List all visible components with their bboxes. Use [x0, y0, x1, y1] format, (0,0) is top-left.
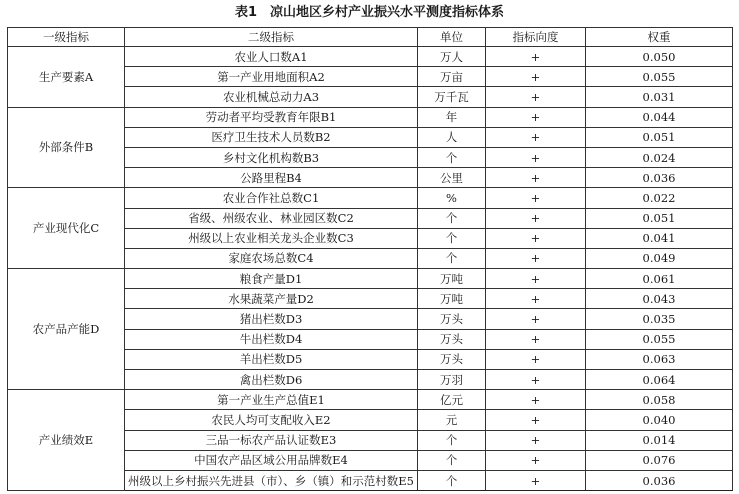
- direction-cell: +: [486, 309, 586, 329]
- header-direction: 指标向度: [486, 28, 586, 47]
- unit-cell: 个: [418, 147, 486, 167]
- unit-cell: 万吨: [418, 289, 486, 309]
- direction-cell: +: [486, 269, 586, 289]
- level2-indicator-cell: 农民人均可支配收入E2: [125, 410, 418, 430]
- unit-cell: 万头: [418, 309, 486, 329]
- weight-cell: 0.036: [586, 470, 733, 490]
- unit-cell: 年: [418, 107, 486, 127]
- weight-cell: 0.031: [586, 87, 733, 107]
- direction-cell: +: [486, 168, 586, 188]
- weight-cell: 0.036: [586, 168, 733, 188]
- unit-cell: 万头: [418, 349, 486, 369]
- direction-cell: +: [486, 127, 586, 147]
- level2-indicator-cell: 农业人口数A1: [125, 47, 418, 67]
- level2-indicator-cell: 劳动者平均受教育年限B1: [125, 107, 418, 127]
- weight-cell: 0.035: [586, 309, 733, 329]
- header-row: [8, 28, 733, 47]
- unit-cell: 万亩: [418, 67, 486, 87]
- weight-cell: 0.044: [586, 107, 733, 127]
- direction-cell: +: [486, 370, 586, 390]
- weight-cell: 0.058: [586, 390, 733, 410]
- header-level1: 一级指标: [8, 28, 125, 47]
- unit-cell: 个: [418, 450, 486, 470]
- direction-cell: +: [486, 329, 586, 349]
- unit-cell: 个: [418, 430, 486, 450]
- weight-cell: 0.041: [586, 228, 733, 248]
- unit-cell: %: [418, 188, 486, 208]
- table-row: [8, 269, 733, 289]
- indicator-table: [7, 27, 733, 491]
- level2-indicator-cell: 羊出栏数D5: [125, 349, 418, 369]
- direction-cell: +: [486, 289, 586, 309]
- unit-cell: 个: [418, 208, 486, 228]
- weight-cell: 0.040: [586, 410, 733, 430]
- table-title: 表1 凉山地区乡村产业振兴水平测度指标体系: [234, 5, 505, 20]
- level2-indicator-cell: 乡村文化机构数B3: [125, 147, 418, 167]
- direction-cell: +: [486, 228, 586, 248]
- direction-cell: +: [486, 107, 586, 127]
- level2-indicator-cell: 公路里程B4: [125, 168, 418, 188]
- table-header: [8, 28, 733, 47]
- table-row: [8, 47, 733, 67]
- weight-cell: 0.022: [586, 188, 733, 208]
- level2-indicator-cell: 农业合作社总数C1: [125, 188, 418, 208]
- unit-cell: 亿元: [418, 390, 486, 410]
- header-unit: 单位: [418, 28, 486, 47]
- unit-cell: 个: [418, 228, 486, 248]
- weight-cell: 0.055: [586, 67, 733, 87]
- weight-cell: 0.051: [586, 208, 733, 228]
- direction-cell: +: [486, 47, 586, 67]
- direction-cell: +: [486, 410, 586, 430]
- level1-indicator-cell: 产业绩效E: [8, 390, 125, 491]
- level2-indicator-cell: 医疗卫生技术人员数B2: [125, 127, 418, 147]
- level2-indicator-cell: 州级以上农业相关龙头企业数C3: [125, 228, 418, 248]
- direction-cell: +: [486, 390, 586, 410]
- level2-indicator-cell: 三品一标农产品认证数E3: [125, 430, 418, 450]
- weight-cell: 0.014: [586, 430, 733, 450]
- unit-cell: 元: [418, 410, 486, 430]
- level2-indicator-cell: 粮食产量D1: [125, 269, 418, 289]
- level2-indicator-cell: 家庭农场总数C4: [125, 248, 418, 268]
- level2-indicator-cell: 州级以上乡村振兴先进县（市）、乡（镇）和示范村数E5: [125, 470, 418, 490]
- level2-indicator-cell: 第一产业生产总值E1: [125, 390, 418, 410]
- weight-cell: 0.063: [586, 349, 733, 369]
- weight-cell: 0.064: [586, 370, 733, 390]
- unit-cell: 万吨: [418, 269, 486, 289]
- direction-cell: +: [486, 188, 586, 208]
- header-weight: 权重: [586, 28, 733, 47]
- direction-cell: +: [486, 450, 586, 470]
- unit-cell: 人: [418, 127, 486, 147]
- level1-indicator-cell: 外部条件B: [8, 107, 125, 188]
- direction-cell: +: [486, 470, 586, 490]
- weight-cell: 0.043: [586, 289, 733, 309]
- level2-indicator-cell: 第一产业用地面积A2: [125, 67, 418, 87]
- table-row: [8, 390, 733, 410]
- level2-indicator-cell: 猪出栏数D3: [125, 309, 418, 329]
- level2-indicator-cell: 牛出栏数D4: [125, 329, 418, 349]
- table-row: [8, 107, 733, 127]
- direction-cell: +: [486, 208, 586, 228]
- unit-cell: 万羽: [418, 370, 486, 390]
- weight-cell: 0.024: [586, 147, 733, 167]
- unit-cell: 个: [418, 248, 486, 268]
- header-level2: 二级指标: [125, 28, 418, 47]
- unit-cell: 万人: [418, 47, 486, 67]
- level2-indicator-cell: 水果蔬菜产量D2: [125, 289, 418, 309]
- level1-indicator-cell: 产业现代化C: [8, 188, 125, 269]
- weight-cell: 0.055: [586, 329, 733, 349]
- unit-cell: 万千瓦: [418, 87, 486, 107]
- weight-cell: 0.049: [586, 248, 733, 268]
- level2-indicator-cell: 农业机械总动力A3: [125, 87, 418, 107]
- level2-indicator-cell: 禽出栏数D6: [125, 370, 418, 390]
- level1-indicator-cell: 生产要素A: [8, 47, 125, 108]
- direction-cell: +: [486, 349, 586, 369]
- weight-cell: 0.050: [586, 47, 733, 67]
- unit-cell: 万头: [418, 329, 486, 349]
- unit-cell: 个: [418, 470, 486, 490]
- direction-cell: +: [486, 67, 586, 87]
- table-row: [8, 188, 733, 208]
- direction-cell: +: [486, 147, 586, 167]
- direction-cell: +: [486, 248, 586, 268]
- unit-cell: 公里: [418, 168, 486, 188]
- weight-cell: 0.076: [586, 450, 733, 470]
- level2-indicator-cell: 中国农产品区域公用品牌数E4: [125, 450, 418, 470]
- level1-indicator-cell: 农产品产能D: [8, 269, 125, 390]
- weight-cell: 0.051: [586, 127, 733, 147]
- table-body: [8, 47, 733, 491]
- level2-indicator-cell: 省级、州级农业、林业园区数C2: [125, 208, 418, 228]
- direction-cell: +: [486, 87, 586, 107]
- direction-cell: +: [486, 430, 586, 450]
- weight-cell: 0.061: [586, 269, 733, 289]
